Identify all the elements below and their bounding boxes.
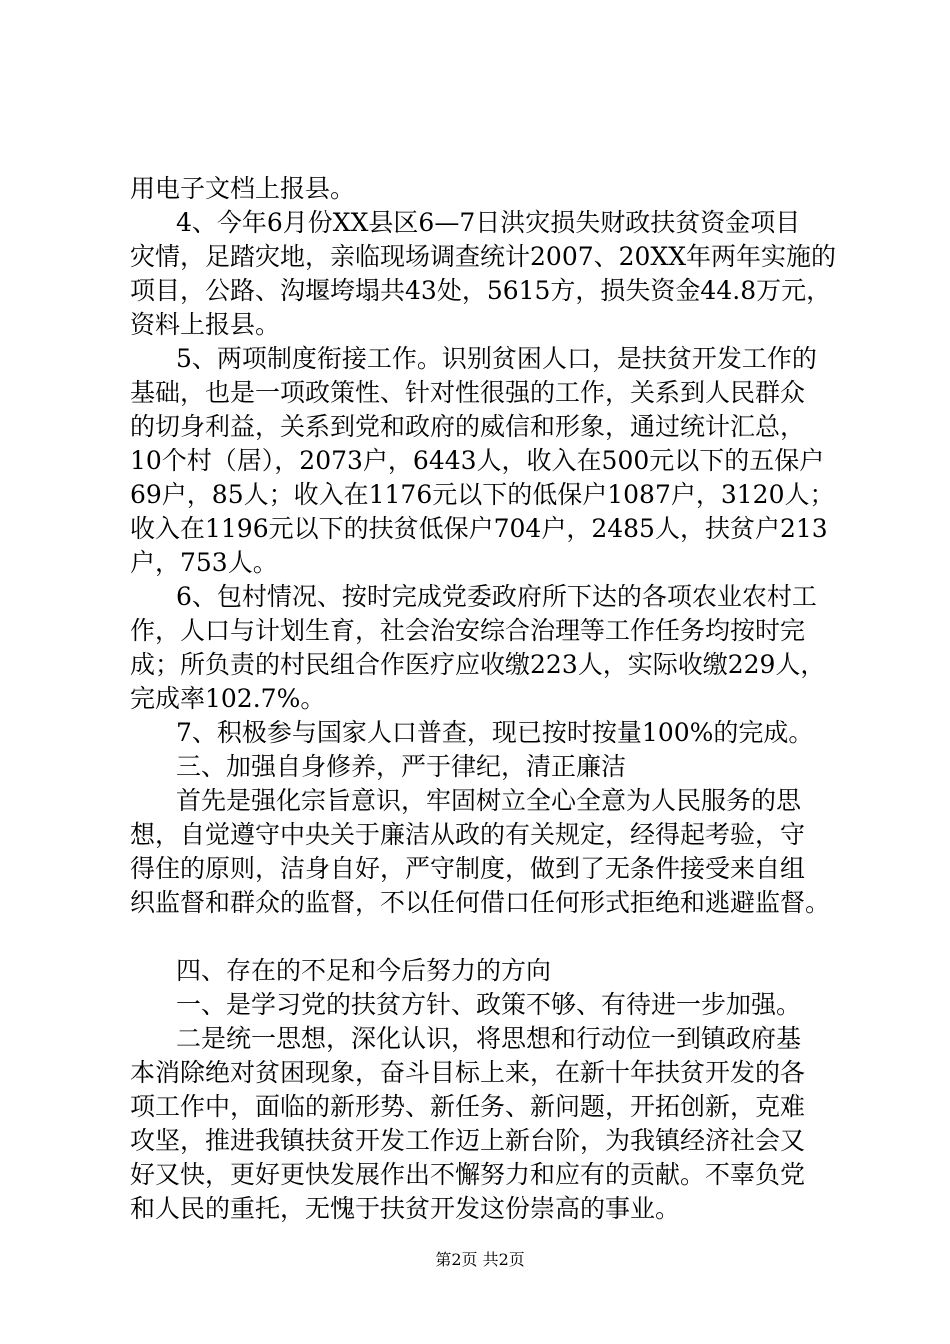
text-line: 灾情，足踏灾地，亲临现场调查统计2007、20XX年两年实施的: [130, 242, 837, 271]
text-line: 户，753人。: [130, 548, 278, 577]
text-line: 收入在1196元以下的扶贫低保户704户，2485人，扶贫户213: [130, 514, 828, 543]
section-heading: 四、存在的不足和今后努力的方向: [176, 956, 552, 985]
text-line: 二是统一思想，深化认识，将思想和行动位一到镇政府基: [176, 1024, 802, 1053]
text-line: 成；所负责的村民组合作医疗应收缴223人，实际收缴229人，: [130, 650, 826, 679]
text-line: 攻坚，推进我镇扶贫开发工作迈上新台阶，为我镇经济社会又: [130, 1126, 806, 1155]
text-line: 资料上报县。: [130, 310, 281, 339]
text-line: 得住的原则，洁身自好，严守制度，做到了无条件接受来自组: [130, 854, 806, 883]
text-line: 一、是学习党的扶贫方针、政策不够、有待进一步加强。: [176, 990, 802, 1019]
text-line: 想，自觉遵守中央关于廉洁从政的有关规定，经得起考验，守: [130, 820, 806, 849]
page-number-label: 第2页 共2页: [435, 1250, 525, 1269]
text-line: 10个村（居），2073户，6443人，收入在500元以下的五保户: [130, 446, 825, 475]
section-heading: 三、加强自身修养，严于律纪，清正廉洁: [176, 752, 627, 781]
text-line: 项目，公路、沟堰垮塌共43处，5615方，损失资金44.8万元，: [130, 276, 832, 305]
text-line: 作，人口与计划生育，社会治安综合治理等工作任务均按时完: [130, 616, 806, 645]
text-line: 69户，85人；收入在1176元以下的低保户1087户，3120人；: [130, 480, 835, 509]
text-line: 好又快，更好更快发展作出不懈努力和应有的贡献。不辜负党: [130, 1160, 806, 1189]
text-line: 的切身利益，关系到党和政府的威信和形象，通过统计汇总，: [130, 412, 806, 441]
text-line: 用电子文档上报县。: [130, 174, 356, 203]
text-line: 完成率102.7%。: [130, 684, 326, 713]
text-line: 5、两项制度衔接工作。识别贫困人口，是扶贫开发工作的: [176, 344, 817, 373]
text-line: 织监督和群众的监督，不以任何借口任何形式拒绝和逃避监督。: [130, 888, 831, 917]
page-footer: [0, 1230, 950, 1270]
text-line: 项工作中，面临的新形势、新任务、新问题，开拓创新，克难: [130, 1092, 806, 1121]
text-line: 7、积极参与国家人口普查，现已按时按量100%的完成。: [176, 718, 814, 747]
text-line: 和人民的重托，无愧于扶贫开发这份崇高的事业。: [130, 1194, 681, 1223]
text-line: 6、包村情况、按时完成党委政府所下达的各项农业农村工: [176, 582, 817, 611]
text-line: 本消除绝对贫困现象，奋斗目标上来，在新十年扶贫开发的各: [130, 1058, 806, 1087]
text-line: 基础，也是一项政策性、针对性很强的工作，关系到人民群众: [130, 378, 806, 407]
text-line: 4、今年6月份XX县区6—7日洪灾损失财政扶贫资金项目: [176, 208, 801, 237]
text-line: 首先是强化宗旨意识，牢固树立全心全意为人民服务的思: [176, 786, 802, 815]
